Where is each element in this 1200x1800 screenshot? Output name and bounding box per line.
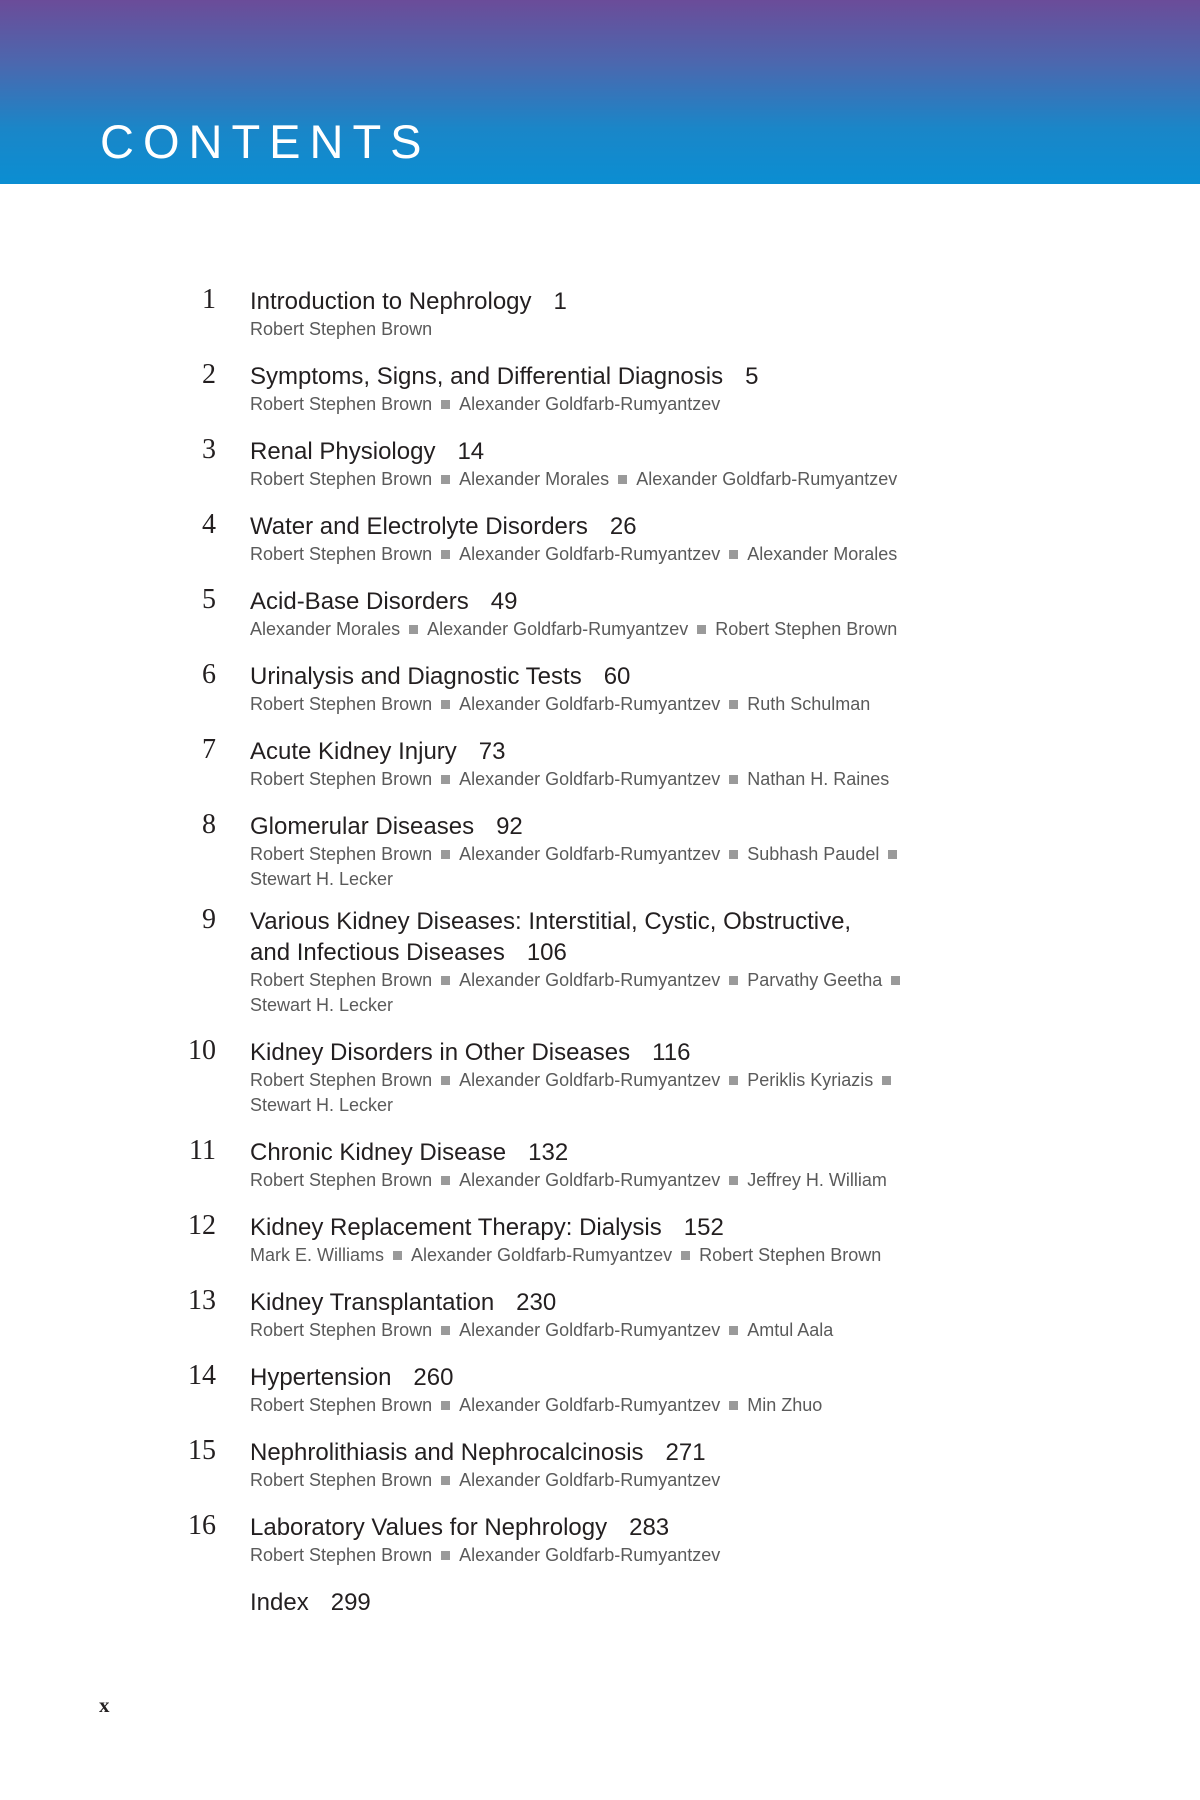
author-name: Stewart H. Lecker (250, 1095, 394, 1115)
chapter-number: 1 (202, 284, 216, 315)
small-gray-square-icon (393, 1251, 402, 1260)
author-list (250, 467, 950, 492)
page-number: 152 (683, 1214, 724, 1241)
author-name: Alexander Morales (459, 469, 610, 489)
author-name: Robert Stephen Brown (250, 1070, 433, 1090)
author-list (250, 542, 950, 567)
small-gray-square-icon (729, 1326, 738, 1335)
chapter-number: 16 (188, 1510, 216, 1541)
chapter-title-text: Hypertension (250, 1364, 392, 1391)
chapter-title-text: Symptoms, Signs, and Differential Diagnosis (250, 363, 724, 390)
small-gray-square-icon (697, 625, 706, 634)
author-name: Alexander Goldfarb-Rumyantzev (427, 619, 689, 639)
author-name: Alexander Goldfarb-Rumyantzev (636, 469, 898, 489)
chapter-title-text: Renal Physiology (250, 438, 436, 465)
author-list (250, 1168, 950, 1193)
chapter-title[interactable] (250, 1512, 950, 1543)
author-name: Alexander Goldfarb-Rumyantzev (459, 1070, 721, 1090)
author-name: Robert Stephen Brown (250, 319, 433, 339)
small-gray-square-icon (441, 1401, 450, 1410)
chapter-title[interactable] (250, 1287, 950, 1318)
chapter-title-text: Various Kidney Diseases: Interstitial, Cystic, Obstructive, (250, 908, 852, 935)
small-gray-square-icon (729, 976, 738, 985)
author-name: Robert Stephen Brown (250, 1395, 433, 1415)
author-name: Subhash Paudel (747, 844, 880, 864)
small-gray-square-icon (729, 700, 738, 709)
author-name: Robert Stephen Brown (250, 1545, 433, 1565)
small-gray-square-icon (891, 976, 900, 985)
author-list-continued (250, 867, 950, 892)
author-name: Alexander Goldfarb-Rumyantzev (459, 769, 721, 789)
chapter-title[interactable] (250, 661, 950, 692)
page-title: CONTENTS (100, 115, 431, 168)
chapter-title[interactable] (250, 436, 950, 467)
entry-body (250, 1512, 950, 1568)
chapter-title[interactable] (250, 811, 950, 842)
entry-body (250, 511, 950, 567)
small-gray-square-icon (618, 475, 627, 484)
author-name: Alexander Goldfarb-Rumyantzev (459, 1470, 721, 1490)
author-list (250, 1068, 950, 1093)
chapter-title-continued[interactable] (250, 937, 950, 968)
chapter-number: 8 (202, 809, 216, 840)
entry-body (250, 1287, 950, 1343)
author-list (250, 842, 950, 867)
small-gray-square-icon (441, 1326, 450, 1335)
small-gray-square-icon (441, 1176, 450, 1185)
small-gray-square-icon (882, 1076, 891, 1085)
entry-body (250, 586, 950, 642)
chapter-title[interactable] (250, 511, 950, 542)
small-gray-square-icon (729, 1076, 738, 1085)
page-folio: x (99, 1693, 110, 1717)
author-list-continued (250, 993, 950, 1018)
entry-body (250, 1437, 950, 1493)
author-name: Robert Stephen Brown (250, 394, 433, 414)
author-name: Jeffrey H. William (747, 1170, 887, 1190)
author-list (250, 692, 950, 717)
chapter-title[interactable] (250, 1362, 950, 1393)
page-number: 26 (609, 513, 637, 540)
chapter-title[interactable] (250, 1137, 950, 1168)
author-name: Nathan H. Raines (747, 769, 890, 789)
chapter-title-text: Water and Electrolyte Disorders (250, 513, 588, 540)
author-list (250, 1543, 950, 1568)
author-name: Alexander Goldfarb-Rumyantzev (459, 1320, 721, 1340)
author-name: Robert Stephen Brown (250, 1470, 433, 1490)
author-name: Periklis Kyriazis (747, 1070, 874, 1090)
chapter-number: 11 (189, 1135, 216, 1166)
chapter-number: 15 (188, 1435, 216, 1466)
entry-body (250, 1362, 950, 1418)
entry-body (250, 736, 950, 792)
author-name: Alexander Goldfarb-Rumyantzev (459, 544, 721, 564)
chapter-title[interactable] (250, 906, 950, 937)
author-name: Alexander Morales (747, 544, 898, 564)
chapter-title[interactable] (250, 1037, 950, 1068)
author-list (250, 1468, 950, 1493)
chapter-title[interactable] (250, 286, 950, 317)
author-name: Robert Stephen Brown (250, 694, 433, 714)
author-list (250, 767, 950, 792)
small-gray-square-icon (409, 625, 418, 634)
entry-body (250, 286, 950, 342)
chapter-title-text: Laboratory Values for Nephrology (250, 1514, 608, 1541)
small-gray-square-icon (729, 1401, 738, 1410)
chapter-number: 2 (202, 359, 216, 390)
small-gray-square-icon (441, 1551, 450, 1560)
small-gray-square-icon (441, 400, 450, 409)
author-list (250, 968, 950, 993)
chapter-title-text: Introduction to Nephrology (250, 288, 532, 315)
page-number: 92 (496, 813, 523, 840)
author-list (250, 317, 950, 342)
page-number: 1 (553, 288, 567, 315)
author-list-continued (250, 1093, 950, 1118)
chapter-title-text: and Infectious Diseases (250, 939, 505, 966)
author-name: Robert Stephen Brown (250, 769, 433, 789)
author-name: Robert Stephen Brown (250, 1320, 433, 1340)
page-number: 5 (745, 363, 759, 390)
author-name: Alexander Goldfarb-Rumyantzev (459, 844, 721, 864)
chapter-title[interactable] (250, 361, 950, 392)
small-gray-square-icon (441, 550, 450, 559)
page-number: 14 (457, 438, 485, 465)
chapter-title-text: Nephrolithiasis and Nephrocalcinosis (250, 1439, 644, 1466)
chapter-title-text: Acid-Base Disorders (250, 588, 469, 615)
entry-body (250, 436, 950, 492)
author-name: Min Zhuo (747, 1395, 823, 1415)
chapter-number: 4 (202, 509, 216, 540)
chapter-number: 9 (202, 904, 216, 935)
page-number: 73 (478, 738, 506, 765)
author-name: Alexander Goldfarb-Rumyantzev (459, 1545, 721, 1565)
author-name: Robert Stephen Brown (699, 1245, 882, 1265)
chapter-title-text: Kidney Disorders in Other Diseases (250, 1039, 631, 1066)
index-title[interactable] (250, 1587, 950, 1618)
chapter-number: 13 (188, 1285, 216, 1316)
page-number: 116 (652, 1039, 691, 1066)
author-name: Robert Stephen Brown (250, 844, 433, 864)
author-name: Robert Stephen Brown (250, 970, 433, 990)
author-name: Robert Stephen Brown (715, 619, 898, 639)
small-gray-square-icon (441, 775, 450, 784)
author-name: Parvathy Geetha (747, 970, 883, 990)
chapter-title-text: Acute Kidney Injury (250, 738, 457, 765)
chapter-title-text: Kidney Transplantation (250, 1289, 495, 1316)
small-gray-square-icon (441, 976, 450, 985)
small-gray-square-icon (729, 850, 738, 859)
author-name: Alexander Goldfarb-Rumyantzev (459, 970, 721, 990)
entry-body (250, 811, 950, 892)
chapter-title-text: Urinalysis and Diagnostic Tests (250, 663, 582, 690)
entry-body (250, 906, 950, 1018)
author-name: Alexander Goldfarb-Rumyantzev (411, 1245, 673, 1265)
author-name: Mark E. Williams (250, 1245, 384, 1265)
chapter-number: 10 (188, 1035, 216, 1066)
chapter-title-text: Chronic Kidney Disease (250, 1139, 507, 1166)
entry-body (250, 361, 950, 417)
author-name: Stewart H. Lecker (250, 995, 394, 1015)
small-gray-square-icon (441, 850, 450, 859)
author-name: Alexander Morales (250, 619, 401, 639)
page-number: 260 (413, 1364, 454, 1391)
entry-body (250, 1037, 950, 1118)
author-name: Ruth Schulman (747, 694, 871, 714)
chapter-number: 14 (188, 1360, 216, 1391)
chapter-number: 3 (202, 434, 216, 465)
small-gray-square-icon (681, 1251, 690, 1260)
entry-body (250, 1212, 950, 1268)
page-number: 132 (528, 1139, 569, 1166)
author-name: Alexander Goldfarb-Rumyantzev (459, 1170, 721, 1190)
author-name: Robert Stephen Brown (250, 469, 433, 489)
header-band (0, 0, 1200, 184)
page-number: 49 (490, 588, 518, 615)
chapter-title[interactable] (250, 1437, 950, 1468)
page-number: 271 (665, 1439, 706, 1466)
small-gray-square-icon (441, 475, 450, 484)
author-list (250, 1318, 950, 1343)
chapter-number: 12 (188, 1210, 216, 1241)
author-name: Stewart H. Lecker (250, 869, 394, 889)
author-name: Amtul Aala (747, 1320, 834, 1340)
page-number: 299 (330, 1589, 371, 1616)
chapter-number: 5 (202, 584, 216, 615)
author-name: Alexander Goldfarb-Rumyantzev (459, 394, 721, 414)
chapter-title-text: Glomerular Diseases (250, 813, 475, 840)
index-title-text: Index (250, 1589, 309, 1616)
author-list (250, 617, 950, 642)
chapter-title-text: Kidney Replacement Therapy: Dialysis (250, 1214, 662, 1241)
page-number: 283 (629, 1514, 670, 1541)
page-number: 106 (526, 939, 567, 966)
entry-body (250, 1137, 950, 1193)
entry-body (250, 1587, 950, 1618)
small-gray-square-icon (729, 775, 738, 784)
small-gray-square-icon (441, 1476, 450, 1485)
small-gray-square-icon (441, 700, 450, 709)
author-list (250, 1393, 950, 1418)
small-gray-square-icon (729, 550, 738, 559)
page-number: 230 (516, 1289, 557, 1316)
author-name: Alexander Goldfarb-Rumyantzev (459, 694, 721, 714)
small-gray-square-icon (729, 1176, 738, 1185)
chapter-number: 7 (202, 734, 216, 765)
chapter-title[interactable] (250, 1212, 950, 1243)
author-name: Robert Stephen Brown (250, 1170, 433, 1190)
small-gray-square-icon (888, 850, 897, 859)
chapter-title[interactable] (250, 736, 950, 767)
author-list (250, 1243, 950, 1268)
author-list (250, 392, 950, 417)
entry-body (250, 661, 950, 717)
chapter-title[interactable] (250, 586, 950, 617)
chapter-number: 6 (202, 659, 216, 690)
author-name: Alexander Goldfarb-Rumyantzev (459, 1395, 721, 1415)
page-number: 60 (603, 663, 631, 690)
small-gray-square-icon (441, 1076, 450, 1085)
author-name: Robert Stephen Brown (250, 544, 433, 564)
